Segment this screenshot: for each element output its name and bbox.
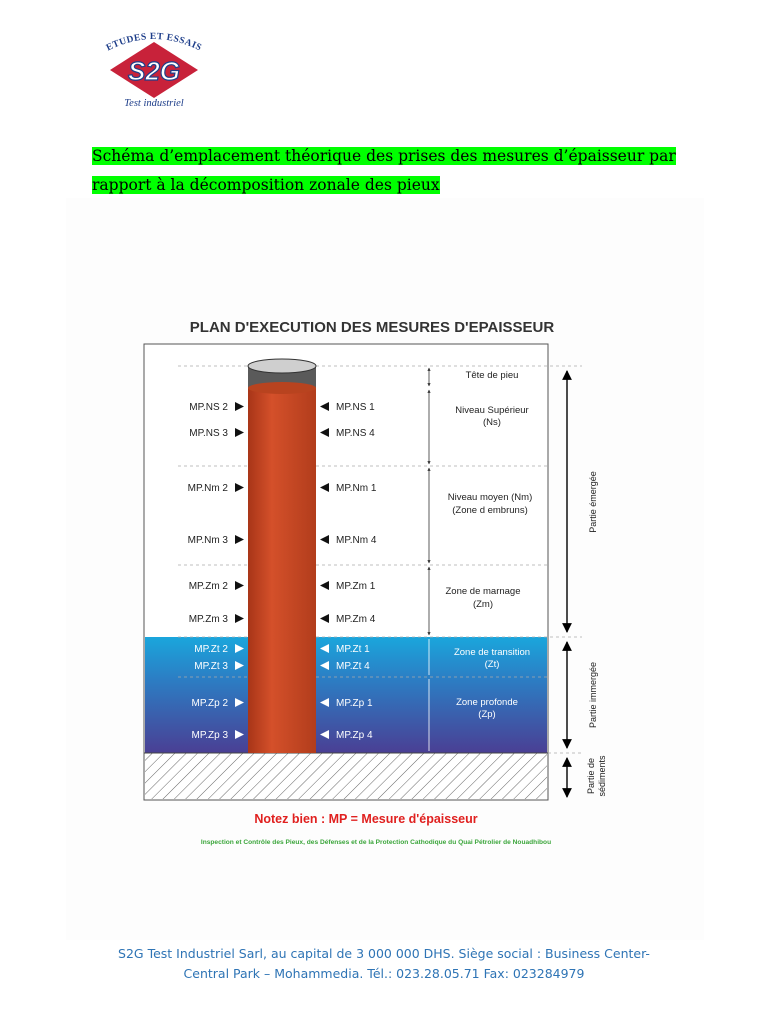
label-mp-nm2: MP.Nm 2: [187, 483, 228, 494]
page-footer: [0, 944, 768, 984]
label-mp-zp3: MP.Zp 3: [191, 730, 228, 741]
side-sediments-line2: sédiments: [597, 755, 607, 797]
label-mp-zp1: MP.Zp 1: [336, 698, 373, 709]
zone-nm-line2: (Zone d embruns): [452, 505, 528, 516]
zone-zp-line2: (Zp): [478, 709, 496, 720]
zone-nm-line1: Niveau moyen (Nm): [447, 492, 533, 503]
pile: [248, 359, 316, 753]
zone-zm-line1: Zone de marnage: [445, 586, 521, 597]
label-mp-zm3: MP.Zm 3: [188, 614, 228, 625]
label-mp-zt1: MP.Zt 1: [336, 644, 370, 655]
diagram-note: Notez bien : MP = Mesure d'épaisseur: [254, 812, 478, 826]
side-texts: [586, 471, 607, 796]
label-mp-nm3: MP.Nm 3: [187, 535, 228, 546]
zone-tete: Tête de pieu: [465, 370, 519, 381]
label-mp-ns1: MP.NS 1: [336, 402, 375, 413]
label-mp-ns3: MP.NS 3: [189, 428, 228, 439]
logo-subtitle: Test industriel: [124, 98, 184, 109]
label-mp-zp4: MP.Zp 4: [336, 730, 373, 741]
footer-line-2: Central Park – Mohammedia. Tél.: 023.28.05.71 Fax: 023284979: [183, 966, 585, 981]
heading-line-1: Schéma d’emplacement théorique des prises des mesures d’épaisseur par: [92, 147, 676, 165]
diagram-title: PLAN D'EXECUTION DES MESURES D'EPAISSEUR: [189, 319, 555, 336]
zone-zt-line1: Zone de transition: [453, 647, 531, 658]
label-mp-zt3: MP.Zt 3: [194, 661, 228, 672]
logo-arc-text: ETUDES ET ESSAIS: [104, 31, 204, 54]
diagram-caption: Inspection et Contrôle des Pieux, des Défenses et de la Protection Cathodique du Quai Pétrolier de Nouadhibou: [200, 839, 552, 846]
label-mp-zm4: MP.Zm 4: [336, 614, 376, 625]
zone-zt-line2: (Zt): [484, 659, 500, 670]
label-mp-zt4: MP.Zt 4: [336, 661, 370, 672]
side-sediments-line1: Partie de: [586, 757, 596, 795]
zone-zm-line2: (Zm): [472, 599, 494, 610]
label-mp-ns4: MP.NS 4: [336, 428, 375, 439]
heading-line-2: rapport à la décomposition zonale des pieux: [92, 176, 440, 194]
side-immergee: Partie immergée: [588, 661, 598, 729]
label-mp-zm1: MP.Zm 1: [336, 581, 376, 592]
zone-zp-line1: Zone profonde: [456, 697, 518, 708]
side-emergee: Partie émergée: [588, 471, 598, 533]
label-mp-nm1: MP.Nm 1: [336, 483, 377, 494]
label-mp-zp2: MP.Zp 2: [191, 698, 228, 709]
label-mp-zm2: MP.Zm 2: [188, 581, 228, 592]
sediment-area: [145, 753, 547, 799]
footer-line-1: S2G Test Industriel Sarl, au capital de 3 000 000 DHS. Siège social : Business Center-: [118, 946, 650, 961]
zone-ns-line1: Niveau Supérieur: [455, 405, 529, 416]
logo-brand: S2G: [127, 56, 181, 86]
label-mp-nm4: MP.Nm 4: [336, 535, 377, 546]
zone-ns-line2: (Ns): [483, 417, 501, 428]
label-mp-ns2: MP.NS 2: [189, 402, 228, 413]
label-mp-zt2: MP.Zt 2: [194, 644, 228, 655]
